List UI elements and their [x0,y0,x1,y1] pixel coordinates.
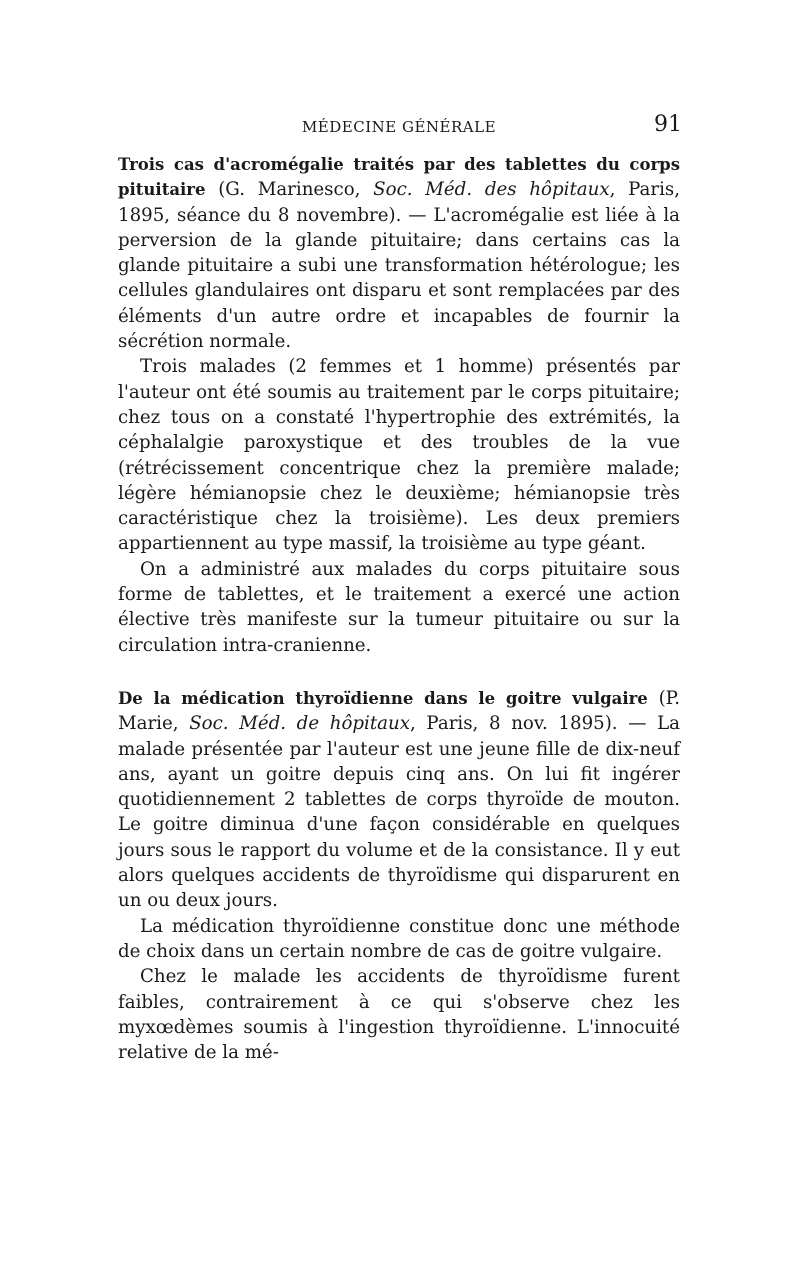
book-page [118,112,680,1065]
section-acromegalie [118,152,680,658]
reference-and-body: , Paris, 1895, séance du 8 novembre). — L'acromégalie est liée à la perversion de la glande pituitaire; dans certains cas la glande pituitaire a subi une transformation hétérologue; les cellules glandulaires ont disparu et sont remplacées par des éléments d'un autre ordre et incapables de fournir la sécrétion normale. [118,179,681,353]
reference-journal: Soc. Méd. des hôpitaux [373,179,610,201]
page-number: 91 [654,112,682,137]
reference-author: (G. Marinesco, [205,179,374,201]
section-lead-paragraph [118,686,680,914]
reference-author: (P. Marie, [118,687,680,735]
section-heading: De la médication thyroïdienne dans le goitre vulgaire [118,688,648,708]
section-heading: Trois cas d'acromégalie traités par des tablettes du corps pituitaire [118,155,680,200]
body-paragraph: On a administré aux malades du corps pituitaire sous forme de tablettes, et le traitement a exercé une action élective très manifeste sur la tumeur pituitaire ou sur la circulation intra-cranienne. [118,558,680,656]
section-goitre [118,686,680,1065]
reference-and-body: , Paris, 8 nov. 1895). — La malade présentée par l'auteur est une jeune fille de dix-neuf ans, ayant un goitre depuis cinq ans. On lui fit ingérer quotidiennement 2 tablettes de corps thyroïde de mouton. Le goitre diminua d'une façon considérable en quelques jours sous le rapport du volume et de la consistance. Il y eut alors quelques accidents de thyroïdisme qui disparurent en un ou deux jours. [118,713,681,912]
running-title: MÉDECINE GÉNÉRALE [301,118,497,136]
body-paragraph: Trois malades (2 femmes et 1 homme) présentés par l'auteur ont été soumis au traitement par le corps pituitaire; chez tous on a constaté l'hypertrophie des extrémités, la céphalalgie paroxystique et des troubles de la vue (rétrécissement concentrique chez la première malade; légère hémianopsie chez le deuxième; hémianopsie très caractéristique chez la troisième). Les deux premiers appartiennent au type massif, la troisième au type géant. [118,356,680,555]
body-paragraph: Chez le malade les accidents de thyroïdisme furent faibles, contrairement à ce qui s'observe chez les myxœdèmes soumis à l'ingestion thyroïdienne. L'innocuité relative de la mé- [118,966,680,1064]
section-lead-paragraph [118,152,680,354]
running-head [118,112,680,140]
reference-journal: Soc. Méd. de hôpitaux [189,713,410,735]
body-paragraph: La médication thyroïdienne constitue donc une méthode de choix dans un certain nombre de cas de goitre vulgaire. [118,915,680,962]
